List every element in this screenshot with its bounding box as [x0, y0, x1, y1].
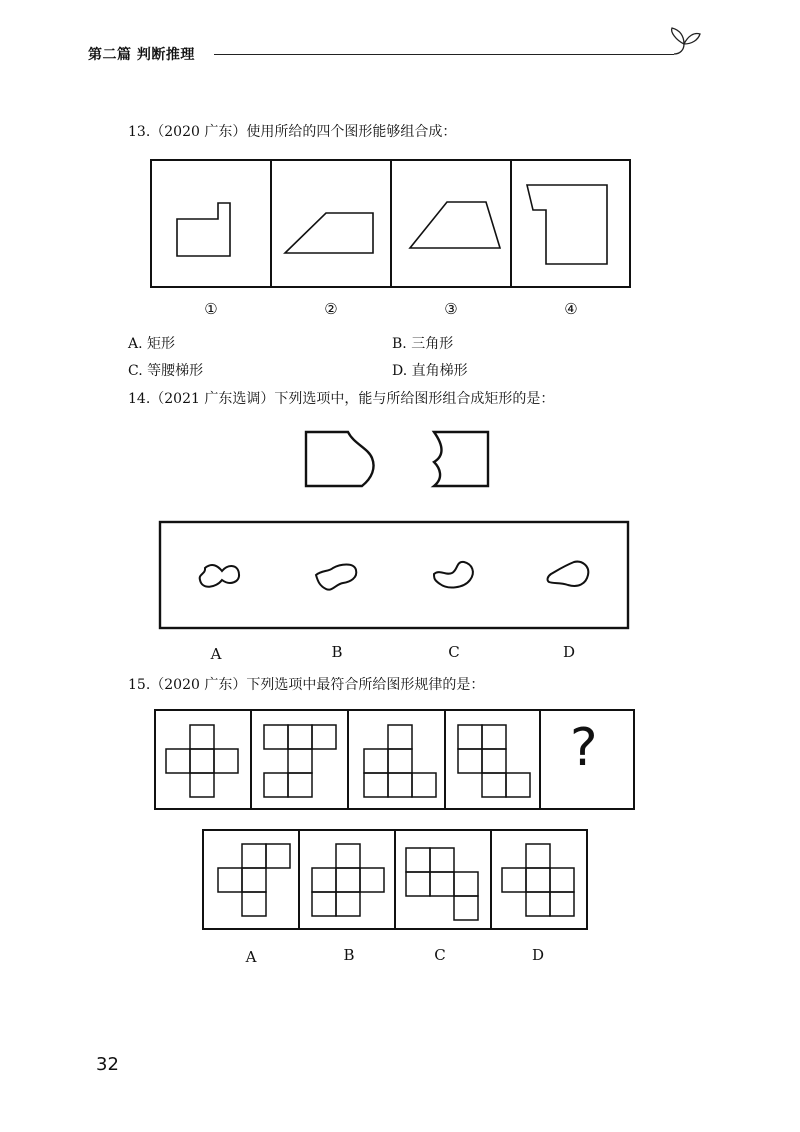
q14-given-right — [434, 432, 488, 486]
page-number: 32 — [96, 1054, 119, 1075]
q15-option-c-figure — [406, 848, 478, 920]
q13-option-d[interactable]: D. 直角梯形 — [392, 363, 468, 379]
q13-option-a[interactable]: A. 矩形 — [128, 336, 176, 352]
q15-option-b-figure — [312, 844, 384, 916]
q15-option-label-a[interactable]: A — [245, 948, 257, 966]
q15-option-label-d[interactable]: D — [531, 946, 545, 964]
q13-shape-1 — [177, 203, 230, 256]
q13-figure-label-3: ③ — [444, 300, 458, 318]
q14-option-label-d[interactable]: D — [562, 643, 576, 661]
q13-option-b[interactable]: B. 三角形 — [392, 336, 454, 352]
q13-shape-2 — [285, 213, 373, 253]
q14-option-d-shape — [548, 562, 589, 586]
q15-option-label-c[interactable]: C — [434, 946, 446, 964]
q15-figure-3 — [364, 725, 436, 797]
q15-figure-2 — [264, 725, 336, 797]
q14-option-label-c[interactable]: C — [448, 643, 460, 661]
q13-figure-label-1: ① — [204, 300, 218, 318]
q14-option-label-b[interactable]: B — [331, 643, 343, 661]
q15-figure-4 — [458, 725, 530, 797]
q15-options-panel — [203, 830, 587, 929]
q14-stem: 14.（2021 广东选调）下列选项中，能与所给图形组合成矩形的是： — [128, 391, 555, 407]
q14-option-b-shape — [316, 565, 356, 590]
q13-shape-4 — [527, 185, 607, 264]
q15-question-mark: ? — [570, 718, 598, 778]
q13-shape-3 — [410, 202, 500, 248]
sprout-icon — [672, 28, 700, 54]
q15-option-label-b[interactable]: B — [343, 946, 355, 964]
q14-option-label-a[interactable]: A — [210, 645, 222, 663]
q14-given-left — [306, 432, 374, 486]
q13-figure-panel — [151, 160, 630, 287]
q14-option-c-shape — [434, 562, 473, 588]
q15-option-a-figure — [218, 844, 290, 916]
q13-stem: 13.（2020 广东）使用所给的四个图形能够组合成： — [128, 124, 457, 140]
chapter-header: 第二篇 判断推理 — [88, 47, 195, 63]
q13-option-c[interactable]: C. 等腰梯形 — [128, 363, 204, 379]
q14-option-a-shape — [200, 565, 239, 587]
q15-stem: 15.（2020 广东）下列选项中最符合所给图形规律的是： — [128, 677, 485, 693]
q14-option-panel — [160, 522, 628, 628]
q13-figure-label-4: ④ — [564, 300, 578, 318]
q15-figure-1 — [166, 725, 238, 797]
q13-figure-label-2: ② — [324, 300, 338, 318]
q15-option-d-figure — [502, 844, 574, 916]
